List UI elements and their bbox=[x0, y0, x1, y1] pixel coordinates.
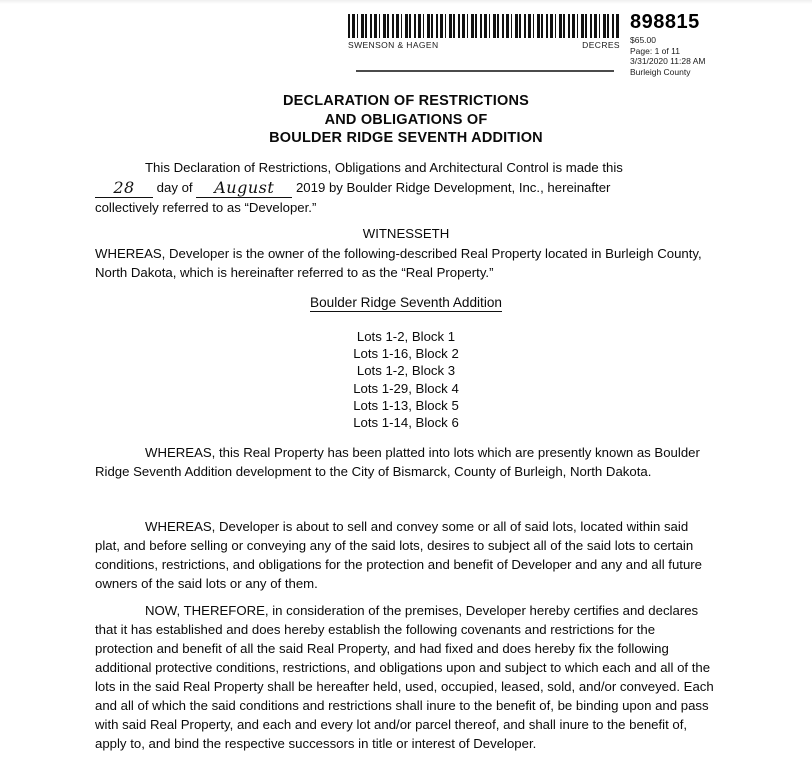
list-item: Lots 1-16, Block 2 bbox=[353, 346, 459, 362]
page-count: Page: 1 of 11 bbox=[630, 45, 680, 56]
day-of-label: day of bbox=[156, 180, 193, 195]
stamp-divider bbox=[356, 70, 614, 72]
day-handwritten-value: 28 bbox=[113, 178, 135, 197]
now-therefore-paragraph bbox=[95, 601, 715, 753]
title-line-1: DECLARATION OF RESTRICTIONS bbox=[283, 93, 529, 109]
plat-heading-text: Boulder Ridge Seventh Addition bbox=[310, 295, 502, 310]
list-item: Lots 1-29, Block 4 bbox=[353, 380, 459, 396]
barcode-block bbox=[348, 14, 620, 52]
stamp-details bbox=[630, 12, 788, 77]
recording-fee: $65.00 bbox=[630, 35, 656, 45]
day-fill-field[interactable] bbox=[95, 177, 153, 198]
intro-tail-text: collectively referred to as “Developer.” bbox=[95, 200, 317, 215]
list-item: Lots 1-14, Block 6 bbox=[353, 415, 459, 431]
now-therefore-paragraph-text: NOW, THEREFORE, in consideration of the premises, Developer hereby certifies and declares that it has established and does hereby establish the following covenants and restrictions for the protection and benefit of all the said Real Property, and had fixed and does hereby fix the following additional protective conditions, restrictions, and obligations upon and subject to which each and all of the lots in the said Real Property shall be hereafter held, used, occupied, leased, sold, and/or conveyed. Each and all of which the said conditions and restrictions shall inure to the benefit of, be binding upon and pass with said Real Property, and each and every lot and/or parcel thereof, and shall inure to the benefit of, apply to, and bind the respective successors in title or interest of Developer. bbox=[95, 603, 714, 751]
page-top-edge bbox=[0, 0, 812, 4]
platted-paragraph bbox=[95, 443, 715, 481]
county-name: Burleigh County bbox=[630, 66, 691, 77]
sell-convey-paragraph bbox=[95, 517, 715, 593]
recording-stamp bbox=[348, 11, 788, 77]
intro-paragraph bbox=[95, 158, 715, 217]
barcode-firm-label: SWENSON & HAGEN bbox=[348, 40, 439, 50]
witnesseth-heading: WITNESSETH bbox=[362, 226, 450, 241]
list-item: Lots 1-2, Block 1 bbox=[356, 329, 456, 344]
page-title bbox=[0, 92, 812, 148]
recorded-datetime: 3/31/2020 11:28 AM bbox=[630, 56, 706, 66]
lot-block-list bbox=[0, 328, 812, 431]
intro-rest-text: 2019 by Boulder Ridge Development, Inc., hereinafter bbox=[295, 180, 611, 195]
month-fill-field[interactable] bbox=[196, 177, 292, 198]
document-number: 898815 bbox=[630, 11, 700, 33]
platted-paragraph-text: WHEREAS, this Real Property has been platted into lots which are presently known as Boulder Ridge Seventh Addition development to the City of Bismarck, County of Burleigh, North Dakota. bbox=[95, 445, 700, 479]
title-line-3: BOULDER RIDGE SEVENTH ADDITION bbox=[269, 130, 543, 146]
title-line-2: AND OBLIGATIONS OF bbox=[324, 111, 488, 128]
plat-heading bbox=[0, 295, 812, 310]
barcode-icon bbox=[348, 14, 620, 38]
barcode-labels bbox=[348, 40, 620, 52]
list-item: Lots 1-13, Block 5 bbox=[353, 397, 459, 413]
sell-convey-paragraph-text: WHEREAS, Developer is about to sell and convey some or all of said lots, located within said plat, and before selling or conveying any of the said lots, desires to subject all of the said lots to certain conditions, restrictions, and obligations for the protection and benefit of Developer and any and all future owners of the said lots or any of them. bbox=[95, 519, 703, 591]
stamp-meta bbox=[630, 35, 788, 77]
month-handwritten-value: August bbox=[214, 178, 275, 197]
barcode-doctype-label: DECRES bbox=[582, 40, 620, 50]
intro-lead-text: This Declaration of Restrictions, Obligations and Architectural Control is made this bbox=[145, 160, 623, 175]
list-item: Lots 1-2, Block 3 bbox=[356, 363, 456, 379]
whereas-owner-paragraph: WHEREAS, Developer is the owner of the following-described Real Property located in Burleigh County, North Dakota, which is hereinafter referred to as the “Real Property.” bbox=[95, 246, 702, 280]
